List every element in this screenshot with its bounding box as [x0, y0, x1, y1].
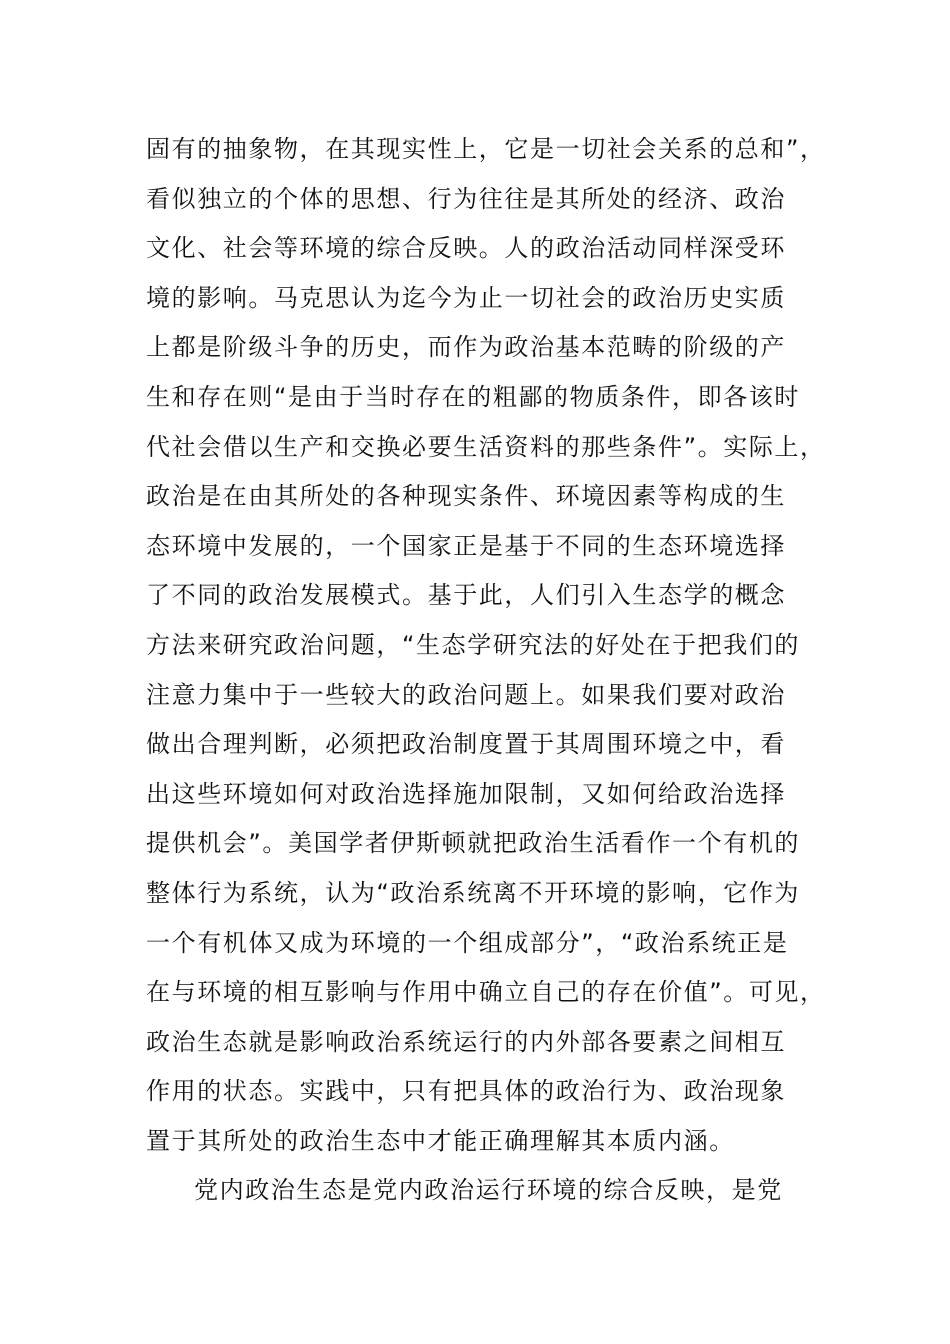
- text-line: 代社会借以生产和交换必要生活资料的那些条件”。实际上，: [146, 432, 826, 461]
- text-line: 境的影响。马克思认为迄今为止一切社会的政治历史实质: [146, 283, 786, 312]
- text-line: 出这些环境如何对政治选择施加限制，又如何给政治选择: [146, 779, 786, 808]
- text-line: 党内政治生态是党内政治运行环境的综合反映，是党: [194, 1176, 783, 1205]
- text-line: 方法来研究政治问题，“生态学研究法的好处在于把我们的: [146, 630, 801, 659]
- text-line: 态环境中发展的，一个国家正是基于不同的生态环境选择: [146, 531, 786, 560]
- text-line: 生和存在则“是由于当时存在的粗鄙的物质条件，即各该时: [146, 382, 801, 411]
- text-line: 文化、社会等环境的综合反映。人的政治活动同样深受环: [146, 234, 786, 263]
- text-line: 在与环境的相互影响与作用中确立自己的存在价值”。可见，: [146, 978, 826, 1007]
- paragraph-1: [146, 125, 826, 1166]
- body-text: [146, 125, 826, 1216]
- text-line: 注意力集中于一些较大的政治问题上。如果我们要对政治: [146, 680, 786, 709]
- text-line: 了不同的政治发展模式。基于此，人们引入生态学的概念: [146, 581, 786, 610]
- text-line: 政治生态就是影响政治系统运行的内外部各要素之间相互: [146, 1027, 786, 1056]
- text-line: 整体行为系统，认为“政治系统离不开环境的影响，它作为: [146, 878, 801, 907]
- text-line: 政治是在由其所处的各种现实条件、环境因素等构成的生: [146, 482, 786, 511]
- text-line: 置于其所处的政治生态中才能正确理解其本质内涵。: [146, 1126, 735, 1155]
- text-line: 上都是阶级斗争的历史，而作为政治基本范畴的阶级的产: [146, 333, 786, 362]
- text-line: 一个有机体又成为环境的一个组成部分”，“政治系统正是: [146, 928, 789, 957]
- text-line: 提供机会”。美国学者伊斯顿就把政治生活看作一个有机的: [146, 829, 801, 858]
- text-line: 做出合理判断，必须把政治制度置于其周围环境之中，看: [146, 730, 786, 759]
- text-line: 看似独立的个体的思想、行为往往是其所处的经济、政治: [146, 184, 786, 213]
- text-line: 固有的抽象物，在其现实性上，它是一切社会关系的总和”，: [146, 135, 826, 163]
- paragraph-2: [146, 1166, 826, 1216]
- text-line: 作用的状态。实践中，只有把具体的政治行为、政治现象: [146, 1077, 786, 1106]
